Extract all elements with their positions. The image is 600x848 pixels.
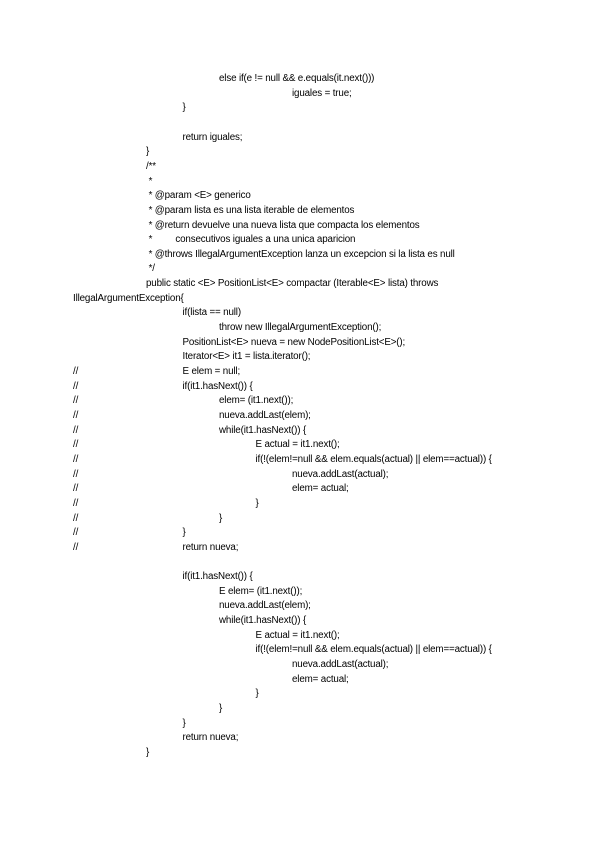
code-line: } bbox=[219, 702, 223, 714]
code-line: nueva.addLast(actual); bbox=[292, 659, 389, 670]
comment-marker: // bbox=[73, 395, 79, 407]
comment-marker: // bbox=[73, 380, 79, 392]
code-line: while(it1.hasNext()) { bbox=[219, 615, 307, 627]
code-line: * bbox=[146, 175, 153, 187]
comment-marker: // bbox=[73, 424, 79, 436]
code-line: throw new IllegalArgumentException(); bbox=[219, 322, 382, 334]
code-line: if(lista == null) bbox=[182, 307, 241, 319]
commented-code-line: if(it1.hasNext()) { bbox=[182, 380, 253, 392]
comment-marker: // bbox=[73, 366, 79, 377]
code-line: else if(e != null && e.equals(it.next())) bbox=[219, 73, 375, 84]
code-line: * @throws IllegalArgumentException lanza un excepcion si la lista es null bbox=[146, 248, 455, 260]
code-line: iguales = true; bbox=[292, 87, 352, 99]
commented-code-line: if(!(elem!=null && elem.equals(actual) || elem==actual)) { bbox=[255, 453, 492, 465]
commented-code-line: E actual = it1.next(); bbox=[255, 439, 340, 451]
code-line: public static <E> PositionList<E> compactar (Iterable<E> lista) throws bbox=[146, 278, 439, 290]
code-line: } bbox=[146, 746, 150, 758]
code-line: E actual = it1.next(); bbox=[255, 629, 340, 641]
comment-marker: // bbox=[73, 409, 79, 421]
commented-code-line: nueva.addLast(elem); bbox=[219, 409, 311, 421]
commented-code-line: while(it1.hasNext()) { bbox=[219, 424, 307, 436]
commented-code-line: nueva.addLast(actual); bbox=[292, 468, 389, 480]
code-line: E elem= (it1.next()); bbox=[219, 585, 303, 597]
code-line: */ bbox=[146, 263, 155, 275]
code-line: if(!(elem!=null && elem.equals(actual) || elem==actual)) { bbox=[255, 644, 492, 656]
commented-code-line: } bbox=[219, 512, 223, 524]
code-line: * @return devuelve una nueva lista que compacta los elementos bbox=[146, 219, 420, 231]
code-line: PositionList<E> nueva = new NodePositionList<E>(); bbox=[182, 336, 406, 348]
commented-code-line: elem= (it1.next()); bbox=[219, 395, 294, 407]
commented-code-line: E elem = null; bbox=[182, 366, 241, 377]
comment-marker: // bbox=[73, 541, 79, 553]
commented-code-line: } bbox=[182, 527, 186, 539]
commented-code-line: } bbox=[255, 497, 259, 509]
code-line: return nueva; bbox=[182, 732, 239, 744]
comment-marker: // bbox=[73, 497, 79, 509]
commented-code-line: return nueva; bbox=[182, 541, 239, 553]
code-line: nueva.addLast(elem); bbox=[219, 600, 311, 612]
code-line: } bbox=[146, 146, 150, 158]
code-line: elem= actual; bbox=[292, 673, 349, 685]
code-line: return iguales; bbox=[182, 131, 243, 143]
code-line: } bbox=[255, 688, 259, 700]
comment-marker: // bbox=[73, 453, 79, 465]
code-line: Iterator<E> it1 = lista.iterator(); bbox=[182, 351, 311, 363]
comment-marker: // bbox=[73, 439, 79, 451]
comment-marker: // bbox=[73, 483, 79, 495]
commented-code-line: elem= actual; bbox=[292, 483, 349, 495]
code-line: } bbox=[182, 102, 186, 114]
code-line: IllegalArgumentException{ bbox=[73, 292, 184, 304]
comment-marker: // bbox=[73, 512, 79, 524]
comment-marker: // bbox=[73, 527, 79, 539]
code-line: * @param lista es una lista iterable de elementos bbox=[146, 204, 355, 216]
code-line: } bbox=[182, 717, 186, 729]
code-line: if(it1.hasNext()) { bbox=[182, 571, 253, 583]
code-line: * consecutivos iguales a una unica aparicion bbox=[146, 234, 356, 246]
comment-marker: // bbox=[73, 468, 79, 480]
code-line: /** bbox=[146, 160, 156, 172]
code-line: * @param <E> generico bbox=[146, 190, 251, 202]
